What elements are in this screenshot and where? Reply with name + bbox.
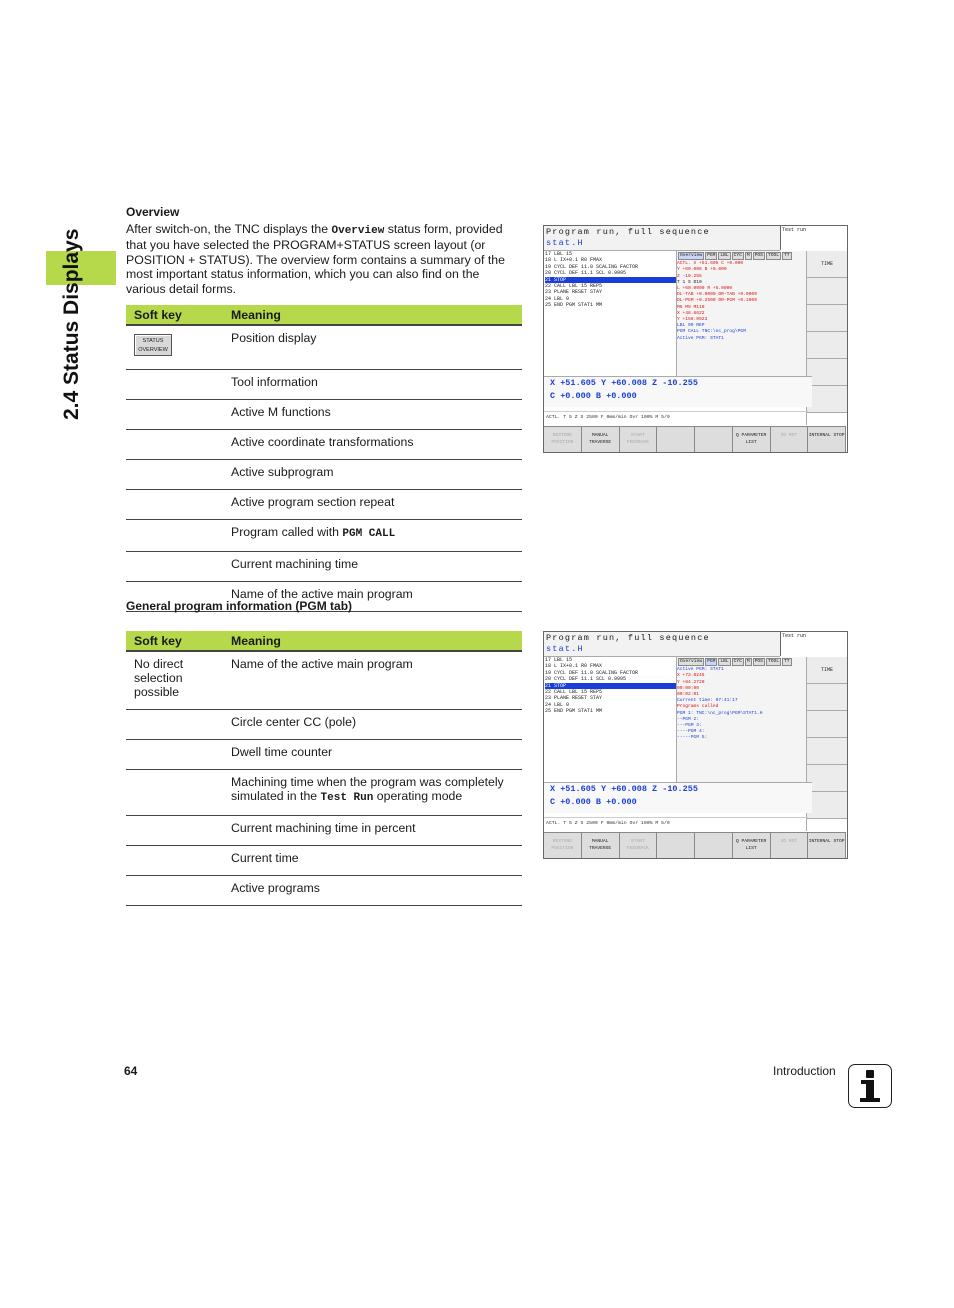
status-panel: Overview PGM LBL CYC M POS TOOL TT Active PGM: STAT1 X +73.0245 Y +84.2720 00:00:00 00:02:01 Current time: 07:41:17 Programs called PGM 1: TNC:\nc_prog\PGM\STAT1.H --PGM 2: ---PGM 3: ----PGM 4: -----PGM 5: <box>676 657 807 782</box>
softkey-restore[interactable]: RESTORE POSITION <box>544 427 582 453</box>
softkey-3drot[interactable]: 3D ROT <box>771 833 809 859</box>
horizontal-softkeys <box>544 832 846 859</box>
tab-lbl[interactable]: LBL <box>718 252 730 260</box>
pgm-softkey-table <box>126 631 522 906</box>
position-display: X +51.605 Y +60.008 Z -10.255 C +0.000 B +0.000 <box>544 376 812 407</box>
tab-tt[interactable]: TT <box>782 658 792 666</box>
table-row: Name of the active main program <box>223 582 522 612</box>
tab-overview[interactable]: Overview <box>678 252 704 260</box>
overview-softkey-table <box>126 305 522 612</box>
softkey-blank[interactable] <box>657 833 695 859</box>
table-row: Active program section repeat <box>223 490 522 520</box>
time-softkey[interactable]: TIME <box>807 251 847 278</box>
page-number: 64 <box>124 1064 138 1078</box>
softkey-blank[interactable] <box>807 792 847 819</box>
table-row: Circle center CC (pole) <box>223 710 522 740</box>
tab-m[interactable]: M <box>745 252 752 260</box>
col-meaning: Meaning <box>223 631 522 651</box>
tab-pos[interactable]: POS <box>753 252 765 260</box>
softkey-internal-stop[interactable]: INTERNAL STOP <box>808 833 846 859</box>
vertical-softkeys <box>806 657 847 831</box>
softkey-blank[interactable] <box>807 738 847 765</box>
table-row: Current machining time <box>223 552 522 582</box>
tab-pgm[interactable]: PGM <box>705 658 717 666</box>
table-row: Name of the active main program <box>223 651 522 710</box>
softkey-3drot[interactable]: 3D ROT <box>771 427 809 453</box>
table-row: Active M functions <box>223 400 522 430</box>
table-row: Machining time when the program was completely simulated in the Test Run operating mode <box>223 770 522 816</box>
softkey-qparam[interactable]: Q PARAMETER LIST <box>733 833 771 859</box>
program-listing: 17 LBL 15 18 L IX+0.1 R0 FMAX 19 CYCL DEF 11.0 SCALING FACTOR 20 CYCL DEF 11.1 SCL 0.9995 21 STOP 22 CALL LBL 15 REP5 23 PLANE RESET STAY 24 LBL 0 25 END PGM STAT1 MM <box>544 251 677 351</box>
softkey-qparam[interactable]: Q PARAMETER LIST <box>733 427 771 453</box>
status-tabs <box>677 251 807 261</box>
actl-line: ACTL. T 5 Z S 2500 F 0mm/min Ovr 100% M 5/9 <box>544 817 808 830</box>
table-row: Dwell time counter <box>223 740 522 770</box>
footer-section: Introduction <box>773 1064 836 1078</box>
tab-cyc[interactable]: CYC <box>732 252 744 260</box>
program-listing: 17 LBL 15 18 L IX+0.1 R0 FMAX 19 CYCL DEF 11.0 SCALING FACTOR 20 CYCL DEF 11.1 SCL 0.9995 21 STOP 22 CALL LBL 15 REP5 23 PLANE RESET STAY 24 LBL 0 25 END PGM STAT1 MM <box>544 657 677 757</box>
info-icon <box>848 1064 892 1108</box>
softkey-manual[interactable]: MANUAL TRAVERSE <box>582 427 620 453</box>
softkey-blank[interactable] <box>807 332 847 359</box>
screen-titlebar: Program run, full sequence stat.H <box>544 632 780 657</box>
table-row: Program called with PGM CALL <box>223 520 522 552</box>
time-softkey[interactable]: TIME <box>807 657 847 684</box>
tab-pos[interactable]: POS <box>753 658 765 666</box>
softkey-start[interactable]: START FEEDBACK <box>620 427 658 453</box>
vertical-softkeys <box>806 251 847 425</box>
col-meaning: Meaning <box>223 305 522 325</box>
tab-pgm[interactable]: PGM <box>705 252 717 260</box>
softkey-internal-stop[interactable]: INTERNAL STOP <box>808 427 846 453</box>
overview-heading: Overview <box>126 205 180 219</box>
softkey-blank[interactable] <box>695 833 733 859</box>
tnc-screen-pgm <box>543 631 848 859</box>
softkey-blank[interactable] <box>807 305 847 332</box>
table-row: Current time <box>223 846 522 876</box>
horizontal-softkeys <box>544 426 846 453</box>
mode-label: Test run <box>780 632 846 656</box>
table-row: Current machining time in percent <box>223 816 522 846</box>
softkey-blank[interactable] <box>807 684 847 711</box>
tab-lbl[interactable]: LBL <box>718 658 730 666</box>
softkey-start[interactable]: START FEEDBACK <box>620 833 658 859</box>
status-tabs <box>677 657 807 667</box>
softkey-restore[interactable]: RESTORE POSITION <box>544 833 582 859</box>
col-softkey: Soft key <box>126 631 223 651</box>
softkey-blank[interactable] <box>807 386 847 413</box>
softkey-blank[interactable] <box>657 427 695 453</box>
mode-label: Test run <box>780 226 846 250</box>
no-direct-note: No direct selection possible <box>126 651 223 710</box>
tab-tool[interactable]: TOOL <box>766 252 781 260</box>
tab-tool[interactable]: TOOL <box>766 658 781 666</box>
col-softkey: Soft key <box>126 305 223 325</box>
table-row: Active subprogram <box>223 460 522 490</box>
screen-titlebar: Program run, full sequence stat.H <box>544 226 780 251</box>
tab-tt[interactable]: TT <box>782 252 792 260</box>
tab-overview[interactable]: Overview <box>678 658 704 666</box>
softkey-blank[interactable] <box>807 711 847 738</box>
position-display: X +51.605 Y +60.008 Z -10.255 C +0.000 B +0.000 <box>544 782 812 813</box>
status-overview-softkey[interactable]: STATUS OVERVIEW <box>134 334 172 356</box>
softkey-manual[interactable]: MANUAL TRAVERSE <box>582 833 620 859</box>
overview-paragraph: After switch-on, the TNC displays the Overview status form, provided that you have selected the PROGRAM+STATUS screen layout (or POSITION + STATUS). The overview form contains a summary of the most important status information, which you can also find on the various detail forms. <box>126 222 505 296</box>
softkey-blank[interactable] <box>807 278 847 305</box>
table-row: Position display <box>223 325 522 370</box>
softkey-blank[interactable] <box>695 427 733 453</box>
pgm-heading: General program information (PGM tab) <box>126 599 353 613</box>
actl-line: ACTL. T 5 Z S 2500 F 0mm/min Ovr 100% M 5/9 <box>544 411 808 424</box>
chapter-title: 2.4 Status Displays <box>60 228 83 420</box>
table-row: Tool information <box>223 370 522 400</box>
softkey-blank[interactable] <box>807 765 847 792</box>
table-row: Active programs <box>223 876 522 906</box>
status-panel: Overview PGM LBL CYC M POS TOOL TT ACTL. X +51.605 C +0.000 Y +60.008 B +0.000 Z -10.255 T 1 S D10 L +60.0000 R +5.0000 DL-TAB +0.0000 DR-TAB +0.0000 DL-PGM +0.2500 DR-PGM +0.1000 M5 M9 M110 X +48.6622 Y +159.0923 LBL 99 REP PGM CALL TNC:\nc_prog\PGM Active PGM: STAT1 <box>676 251 807 376</box>
table-row: Active coordinate transformations <box>223 430 522 460</box>
tnc-screen-overview <box>543 225 848 453</box>
tab-cyc[interactable]: CYC <box>732 658 744 666</box>
softkey-blank[interactable] <box>807 359 847 386</box>
tab-m[interactable]: M <box>745 658 752 666</box>
